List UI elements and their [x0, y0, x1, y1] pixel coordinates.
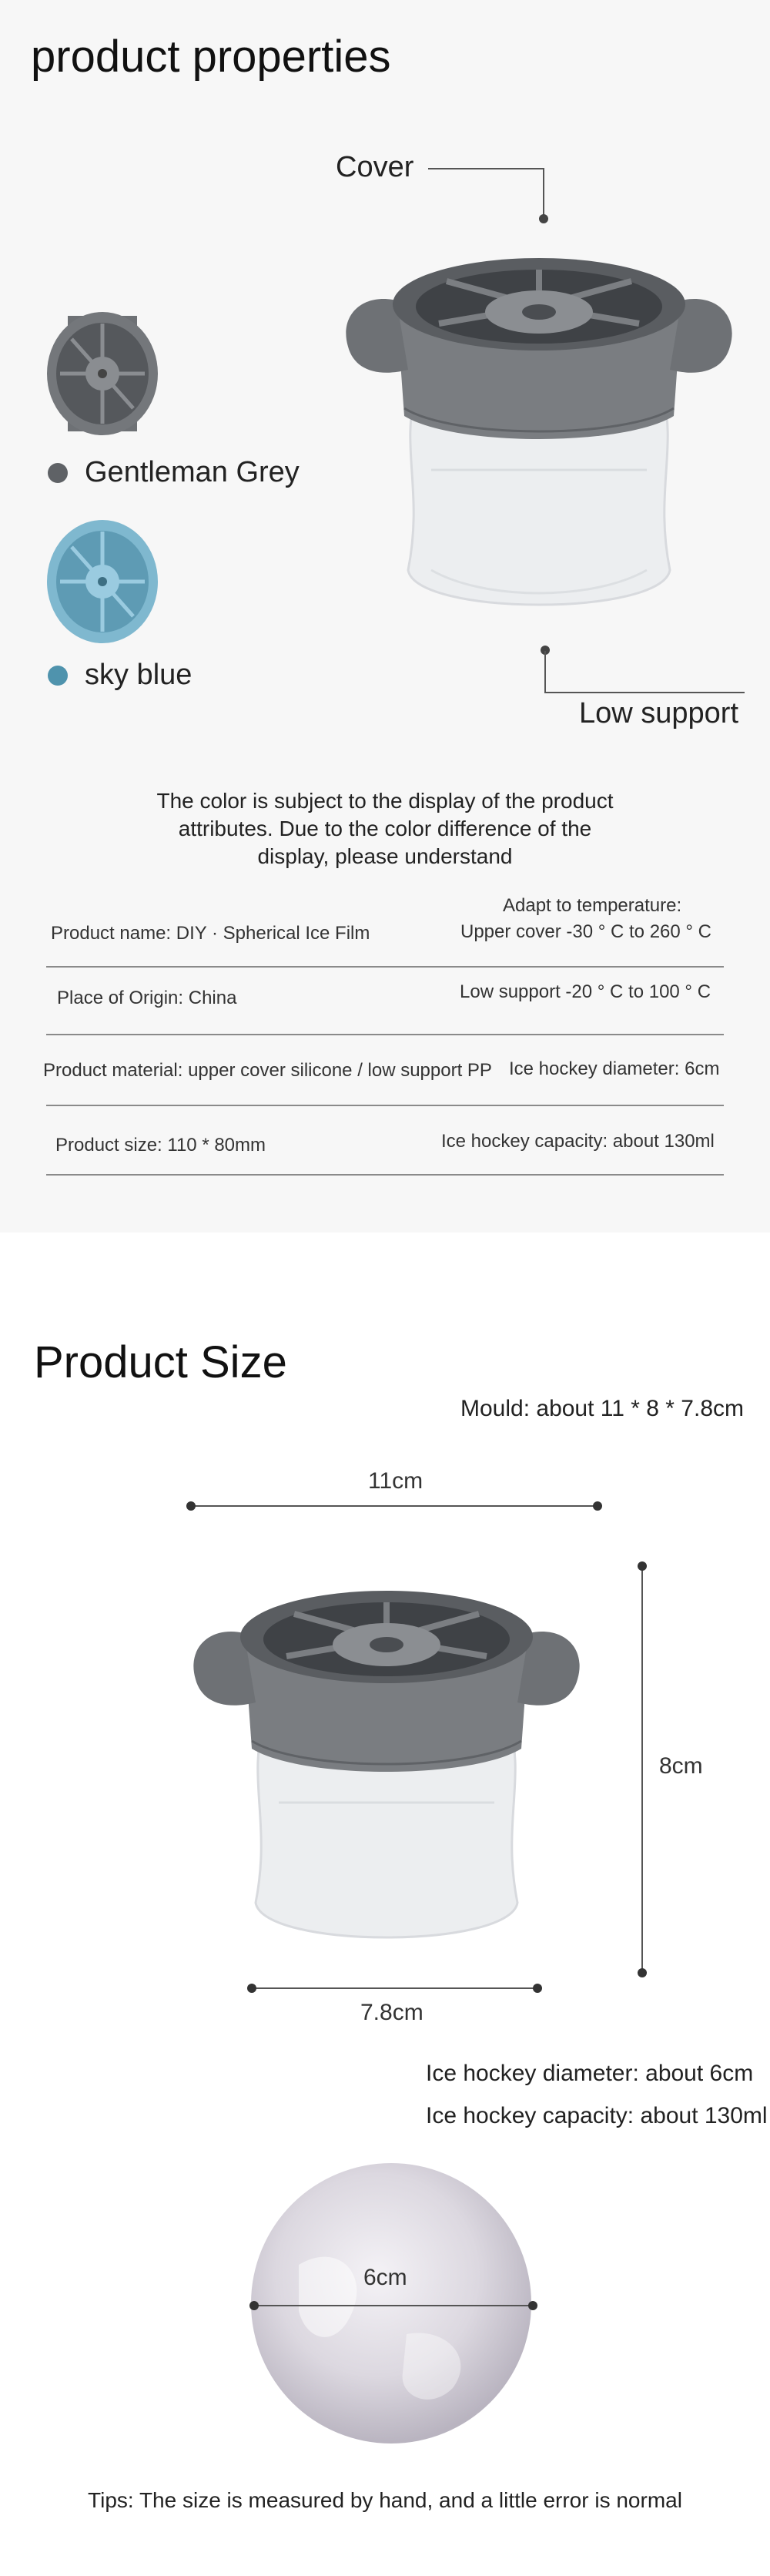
table-divider — [46, 1034, 724, 1035]
ice-capacity: Ice hockey capacity: about 130ml — [426, 2103, 768, 2128]
section-title: product properties — [31, 32, 391, 82]
cover-leader-line — [428, 168, 544, 169]
spec-capacity: Ice hockey capacity: about 130ml — [441, 1131, 715, 1152]
height-label: 8cm — [659, 1753, 703, 1779]
color-notice: The color is subject to the display of the product attributes. Due to the color difference of the display, please understand — [156, 789, 614, 868]
low-support-leader-line-horizontal — [544, 692, 745, 693]
product-properties-section — [0, 0, 770, 1233]
ball-dim-end — [528, 2301, 537, 2310]
spec-size: Product size: 110 * 80mm — [55, 1135, 266, 1156]
base-dim-end — [533, 1984, 542, 1993]
swatch-blue — [48, 659, 192, 692]
table-divider — [46, 966, 724, 968]
width-label: 11cm — [368, 1468, 424, 1494]
height-dimension-line — [641, 1566, 643, 1972]
spec-table — [0, 886, 770, 1194]
size-product-image — [179, 1548, 594, 1980]
blue-color-dot — [48, 666, 68, 686]
ice-mould-illustration — [179, 1548, 594, 1980]
spec-upper-temp: Upper cover -30 ° C to 260 ° C — [460, 921, 712, 942]
low-support-leader-line — [544, 651, 546, 693]
base-dimension-line — [252, 1987, 537, 1989]
table-divider — [46, 1105, 724, 1106]
product-size-section — [0, 1233, 770, 2576]
ice-ball-image — [245, 2157, 537, 2450]
swatch-blue-label: sky blue — [85, 659, 192, 691]
table-divider — [46, 1174, 724, 1176]
base-dim-start — [247, 1984, 256, 1993]
spec-material: Product material: upper cover silicone / low support PP — [43, 1060, 492, 1081]
spec-low-temp: Low support -20 ° C to 100 ° C — [460, 981, 711, 1002]
ball-label: 6cm — [363, 2265, 407, 2290]
ball-dim-start — [249, 2301, 259, 2310]
swatch-image-blue — [45, 508, 160, 655]
size-section-title: Product Size — [34, 1337, 287, 1387]
product-image — [331, 216, 747, 647]
low-support-label: Low support — [579, 697, 739, 730]
tips-text: Tips: The size is measured by hand, and a little error is normal — [88, 2488, 682, 2512]
cover-label: Cover — [336, 151, 414, 183]
height-dim-end — [638, 1968, 647, 1977]
grey-color-dot — [48, 463, 68, 483]
mould-dimensions: Mould: about 11 * 8 * 7.8cm — [460, 1396, 744, 1421]
swatch-image-grey — [45, 300, 160, 447]
ice-mould-illustration — [331, 216, 747, 647]
ball-dimension-line — [254, 2305, 533, 2306]
base-label: 7.8cm — [360, 2000, 424, 2025]
height-dim-start — [638, 1561, 647, 1571]
spec-product-name: Product name: DIY · Spherical Ice Film — [51, 923, 370, 944]
swatch-grey — [48, 456, 300, 489]
swatch-grey-label: Gentleman Grey — [85, 456, 300, 488]
width-dimension-line — [191, 1505, 598, 1507]
width-dim-end — [593, 1501, 602, 1511]
cover-leader-line-vertical — [543, 168, 544, 218]
spec-diameter: Ice hockey diameter: 6cm — [509, 1058, 720, 1079]
width-dim-start — [186, 1501, 196, 1511]
temp-heading: Adapt to temperature: — [503, 895, 682, 916]
spec-origin: Place of Origin: China — [57, 988, 237, 1008]
ice-diameter: Ice hockey diameter: about 6cm — [426, 2061, 754, 2086]
